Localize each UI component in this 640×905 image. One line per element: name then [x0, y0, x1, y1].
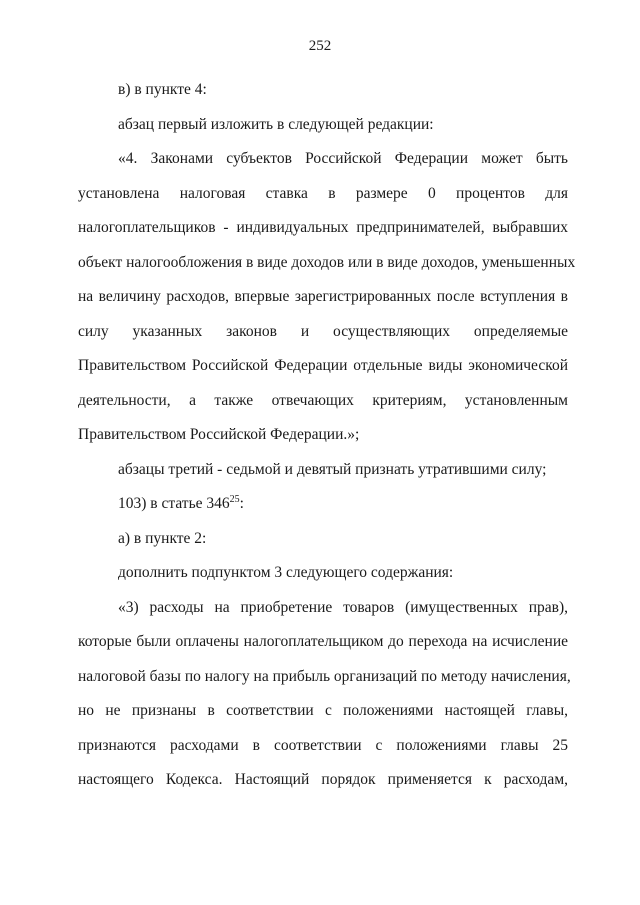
text-line: «4. Законами субъектов Российской Федерации может быть: [118, 150, 568, 167]
text-line: в) в пункте 4:: [118, 81, 207, 98]
text-line: на величину расходов, впервые зарегистрированных после вступления в: [78, 288, 568, 305]
text-line: абзацы третий - седьмой и девятый признать утратившими силу;: [118, 461, 547, 478]
text-line: Правительством Российской Федерации отдельные виды экономической: [78, 357, 568, 374]
text-line: которые были оплачены налогоплательщиком до перехода на исчисление: [78, 633, 568, 650]
text-line: Правительством Российской Федерации.»;: [78, 426, 360, 443]
text-line: установлена налоговая ставка в размере 0 процентов для: [78, 185, 568, 202]
text-line: но не признаны в соответствии с положениями настоящей главы,: [78, 702, 568, 719]
text-line: признаются расходами в соответствии с положениями главы 25: [78, 737, 568, 754]
text-line: объект налогообложения в виде доходов или в виде доходов, уменьшенных: [78, 254, 576, 271]
page-number: 252: [308, 38, 332, 54]
text-line: деятельности, а также отвечающих критериям, установленным: [78, 392, 568, 409]
article-superscript: 25: [229, 494, 240, 505]
text-line-article: [118, 494, 568, 514]
article-colon: :: [239, 495, 244, 512]
text-line: налогоплательщиков - индивидуальных предпринимателей, выбравших: [78, 219, 568, 236]
text-line: налоговой базы по налогу на прибыль организаций по методу начисления,: [78, 668, 571, 685]
text-line: настоящего Кодекса. Настоящий порядок применяется к расходам,: [78, 771, 568, 788]
text-line: силу указанных законов и осуществляющих определяемые: [78, 323, 568, 340]
text-line: а) в пункте 2:: [118, 530, 207, 547]
text-line: дополнить подпунктом 3 следующего содержания:: [118, 564, 454, 581]
text-line: абзац первый изложить в следующей редакции:: [118, 116, 434, 133]
article-text: 103) в статье 346: [118, 495, 230, 512]
text-line: «3) расходы на приобретение товаров (имущественных прав),: [118, 599, 568, 616]
